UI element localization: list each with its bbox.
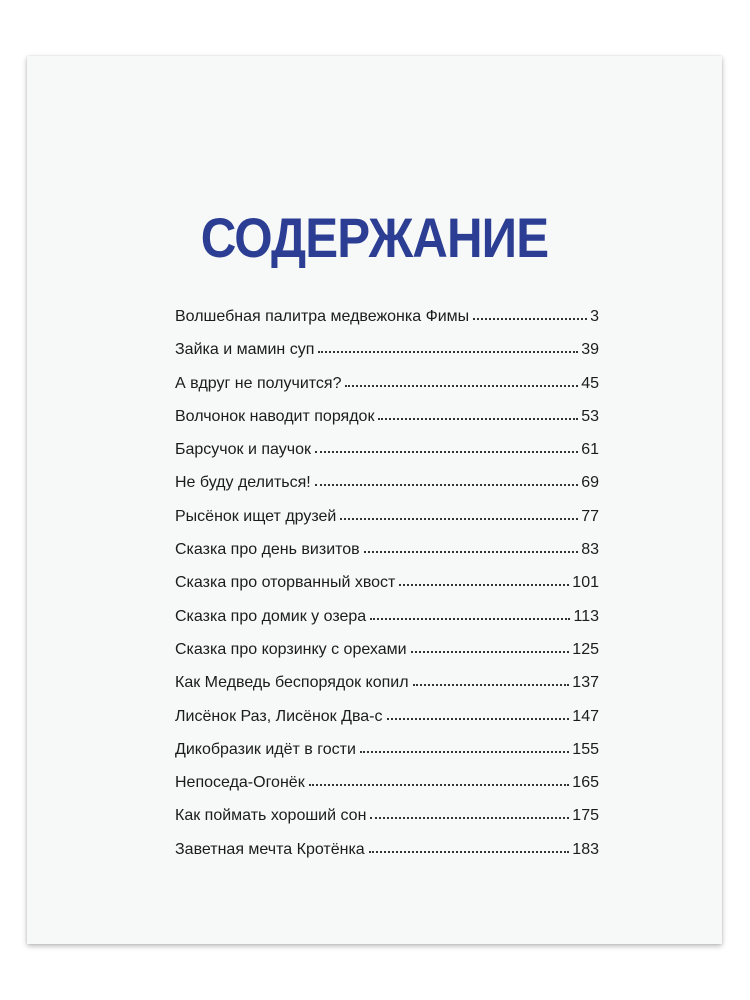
toc-entry [175, 841, 599, 874]
toc-dot-leader [370, 618, 570, 620]
book-page [27, 56, 722, 944]
page-title: СОДЕРЖАНИЕ [200, 206, 549, 269]
toc-entry-page-number: 53 [581, 407, 599, 425]
toc-entry-page-number: 113 [573, 607, 599, 625]
toc-dot-leader [360, 751, 569, 753]
toc-entry [175, 341, 599, 374]
toc-entry-page-number: 45 [581, 374, 599, 392]
table-of-contents [175, 308, 599, 874]
toc-entry [175, 574, 599, 607]
toc-entry-title: Сказка про корзинку с орехами [175, 640, 407, 658]
toc-entry-title: Сказка про день визитов [175, 541, 360, 559]
toc-entry-page-number: 155 [572, 740, 599, 758]
toc-entry-title: Лисёнок Раз, Лисёнок Два-с [175, 707, 383, 725]
toc-entry [175, 541, 599, 574]
toc-dot-leader [315, 451, 578, 453]
toc-entry-title: Волшебная палитра медвежонка Фимы [175, 308, 470, 325]
toc-entry-page-number: 101 [572, 574, 599, 592]
toc-dot-leader [411, 651, 570, 653]
toc-dot-leader [387, 718, 570, 720]
toc-entry-title: Заветная мечта Кротёнка [175, 840, 365, 858]
toc-dot-leader [345, 385, 578, 387]
toc-entry-title: Как поймать хороший сон [175, 807, 367, 825]
toc-entry [175, 708, 599, 741]
toc-entry-page-number: 165 [572, 774, 599, 792]
toc-entry-title: Как Медведь беспорядок копил [175, 674, 409, 692]
toc-dot-leader [364, 551, 579, 553]
toc-entry-page-number: 183 [572, 840, 599, 858]
toc-entry-title: Непоседа-Огонёк [175, 774, 305, 792]
toc-entry [175, 608, 599, 641]
toc-entry-title: Не буду делиться! [175, 474, 311, 492]
toc-dot-leader [413, 684, 570, 686]
toc-entry-title: Сказка про домик у озера [175, 607, 367, 625]
toc-entry-page-number: 175 [572, 807, 599, 825]
toc-entry-page-number: 61 [581, 441, 599, 459]
toc-entry [175, 474, 599, 507]
toc-entry [175, 641, 599, 674]
toc-dot-leader [309, 784, 570, 786]
toc-entry [175, 674, 599, 707]
toc-dot-leader [399, 584, 569, 586]
toc-entry-title: Барсучок и паучок [175, 441, 311, 459]
toc-entry-page-number: 3 [590, 308, 599, 325]
toc-entry-page-number: 147 [572, 707, 599, 725]
toc-dot-leader [318, 351, 578, 353]
toc-entry-page-number: 69 [581, 474, 599, 492]
toc-entry [175, 508, 599, 541]
toc-entry-title: Зайка и мамин суп [175, 341, 315, 359]
toc-dot-leader [369, 851, 570, 853]
toc-entry-title: Сказка про оторванный хвост [175, 574, 396, 592]
toc-entry-page-number: 77 [581, 507, 599, 525]
toc-dot-leader [340, 518, 578, 520]
toc-dot-leader [370, 817, 569, 819]
toc-entry-page-number: 125 [572, 640, 599, 658]
toc-entry [175, 741, 599, 774]
toc-entry [175, 408, 599, 441]
toc-entry-title: Дикобразик идёт в гости [175, 740, 356, 758]
toc-entry [175, 774, 599, 807]
toc-dot-leader [378, 418, 578, 420]
toc-dot-leader [315, 484, 578, 486]
toc-entry-page-number: 39 [581, 341, 599, 359]
toc-entry-title: Волчонок наводит порядок [175, 407, 375, 425]
toc-dot-leader [473, 318, 587, 320]
toc-entry-title: Рысёнок ищет друзей [175, 507, 337, 525]
toc-entry-title: А вдруг не получится? [175, 374, 342, 392]
toc-entry-page-number: 83 [581, 541, 599, 559]
toc-entry [175, 308, 599, 341]
toc-entry [175, 375, 599, 408]
toc-entry [175, 807, 599, 840]
toc-entry [175, 441, 599, 474]
toc-entry-page-number: 137 [572, 674, 599, 692]
